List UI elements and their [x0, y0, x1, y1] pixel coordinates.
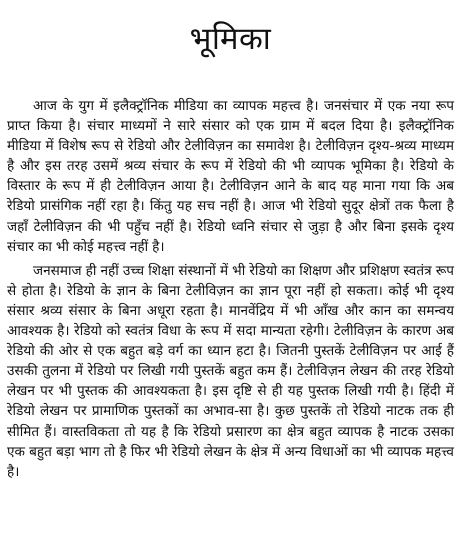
paragraph-2: जनसमाज ही नहीं उच्च शिक्षा संस्थानों में भी रेडियो का शिक्षण और प्रशिक्षण स्वतंत्र रूप से होता है। रेडियो के ज्ञान के बिना टेलीविज़न का ज्ञान पूरा नहीं हो सकता। कोई भी दृश्य संसार श्रव्य संसार के बिना अधूरा रहता है। मानवेंद्रिय में भी आँख और कान का समन्वय आवश्यक है। रेडियो को स्वतंत्र विधा के रूप में सदा मान्यता रहेगी। टेलीविज़न के कारण अब रेडियो की ओर से एक बहुत बड़े वर्ग का ध्यान हटा है। जितनी पुस्तकें टेलीविज़न पर आई हैं उसकी तुलना में रेडियो पर लिखी गयी पुस्तकें बहुत कम हैं। टेलीविज़न लेखन की तरह रेडियो लेखन पर भी पुस्तक की आवश्यकता है। इस दृष्टि से ही यह पुस्तक लिखी गयी है। हिंदी में रेडियो लेखन पर प्रामाणिक पुस्तकों का अभाव-सा है। कुछ पुस्तकें तो रेडियो नाटक तक ही सीमित हैं। वास्तविकता तो यह है कि रेडियो प्रसारण का क्षेत्र बहुत व्यापक है नाटक उसका एक बहुत बड़ा भाग तो है फिर भी रेडियो लेखन के क्षेत्र में अन्य विधाओं का भी व्यापक महत्त्व है। — [7, 262, 454, 480]
paragraph-1: आज के युग में इलैक्ट्रॉनिक मीडिया का व्यापक महत्त्व है। जनसंचार में एक नया रूप प्राप्त किया है। संचार माध्यमों ने सारे संसार को एक ग्राम में बदल दिया है। इलैक्ट्रॉनिक मीडिया में विशेष रूप से रेडियो और टेलीविज़न का समावेश है। टेलीविज़न दृश्य-श्रव्य माध्यम है और इस तरह उसमें श्रव्य संचार के रूप में रेडियो की भी व्यापक भूमिका है। रेडियो के विस्तार के रूप में ही टेलीविज़न आया है। टेलीविज़न आने के बाद यह माना गया कि अब रेडियो प्रासंगिक नहीं रहा है। किंतु यह सच नहीं है। आज भी रेडियो सुदूर क्षेत्रों तक फैला है जहाँ टेलीविज़न की भी पहुँच नहीं है। रेडियो ध्वनि संचार से जुड़ा है और बिना इसके दृश्य संचार का भी कोई महत्त्व नहीं है। — [7, 98, 455, 255]
document-title: भूमिका — [189, 21, 272, 57]
